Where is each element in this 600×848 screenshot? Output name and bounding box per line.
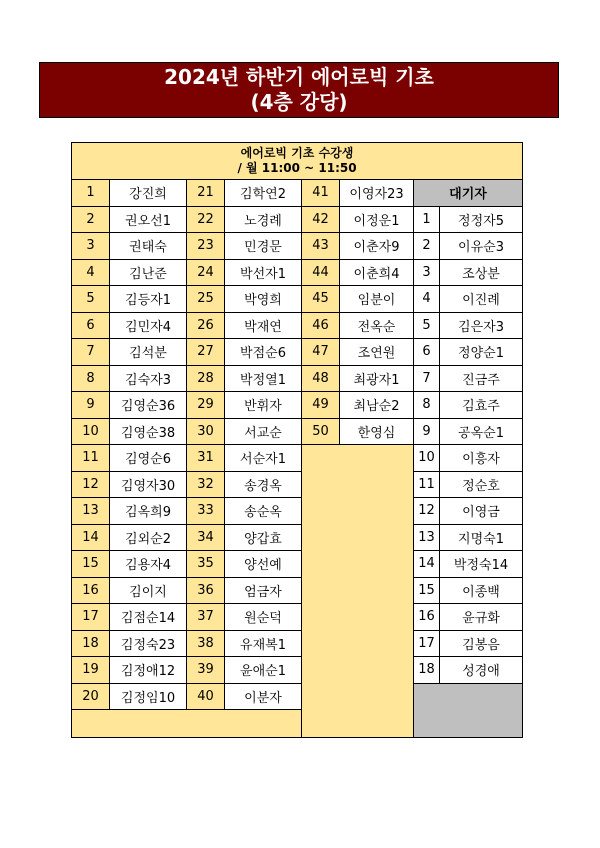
student-name: 이분자 (225, 683, 302, 710)
student-name: 김정임10 (110, 683, 187, 710)
seat-number: 3 (72, 233, 110, 260)
waitlist-name: 진금주 (440, 365, 523, 392)
waitlist-number: 2 (414, 233, 440, 260)
seat-number: 8 (72, 365, 110, 392)
seat-number: 41 (302, 180, 340, 207)
class-header (72, 143, 523, 180)
student-name: 서순자1 (225, 445, 302, 472)
seat-number: 6 (72, 312, 110, 339)
table-row (72, 471, 523, 498)
seat-number: 9 (72, 392, 110, 419)
student-name: 김용자4 (110, 551, 187, 578)
student-name: 민경문 (225, 233, 302, 260)
header-row (72, 143, 523, 180)
waitlist-name: 김효주 (440, 392, 523, 419)
waitlist-number: 14 (414, 551, 440, 578)
student-name: 김영자30 (110, 471, 187, 498)
table-row (72, 206, 523, 233)
student-name: 서교순 (225, 418, 302, 445)
waitlist-number: 13 (414, 524, 440, 551)
waitlist-number: 10 (414, 445, 440, 472)
seat-number: 17 (72, 604, 110, 631)
waitlist-number: 9 (414, 418, 440, 445)
student-name: 박영희 (225, 286, 302, 313)
waitlist-name: 이종백 (440, 577, 523, 604)
seat-number: 39 (187, 657, 225, 684)
student-name: 노경례 (225, 206, 302, 233)
waitlist-number: 4 (414, 286, 440, 313)
student-name: 윤애순1 (225, 657, 302, 684)
waitlist-empty (414, 683, 523, 738)
waitlist-number: 12 (414, 498, 440, 525)
waitlist-name: 이진례 (440, 286, 523, 313)
student-name: 김정숙23 (110, 630, 187, 657)
seat-number: 49 (302, 392, 340, 419)
student-name: 조연원 (340, 339, 414, 366)
class-header-line-2: / 월 11:00 ~ 11:50 (237, 161, 357, 175)
student-name: 이영자23 (340, 180, 414, 207)
table-row (72, 551, 523, 578)
seat-number: 47 (302, 339, 340, 366)
student-name: 반휘자 (225, 392, 302, 419)
waitlist-name: 정양순1 (440, 339, 523, 366)
student-name: 김학연2 (225, 180, 302, 207)
waitlist-name: 이영금 (440, 498, 523, 525)
student-name: 이춘희4 (340, 259, 414, 286)
student-name: 임분이 (340, 286, 414, 313)
student-name: 한영심 (340, 418, 414, 445)
student-name: 김점순14 (110, 604, 187, 631)
student-name: 김난준 (110, 259, 187, 286)
table-row (72, 577, 523, 604)
table-row (72, 683, 523, 710)
seat-number: 23 (187, 233, 225, 260)
seat-number: 5 (72, 286, 110, 313)
waitlist-number: 18 (414, 657, 440, 684)
seat-number: 48 (302, 365, 340, 392)
student-name: 박점순6 (225, 339, 302, 366)
student-name: 이정운1 (340, 206, 414, 233)
seat-number: 14 (72, 524, 110, 551)
student-name: 김영순6 (110, 445, 187, 472)
seat-number: 26 (187, 312, 225, 339)
student-name: 최광자1 (340, 365, 414, 392)
table-row (72, 392, 523, 419)
seat-number: 44 (302, 259, 340, 286)
student-name: 김영순38 (110, 418, 187, 445)
student-name: 송경옥 (225, 471, 302, 498)
seat-number: 33 (187, 498, 225, 525)
seat-number: 13 (72, 498, 110, 525)
seat-number: 18 (72, 630, 110, 657)
waitlist-name: 윤규화 (440, 604, 523, 631)
table-row (72, 339, 523, 366)
seat-number: 45 (302, 286, 340, 313)
seat-number: 12 (72, 471, 110, 498)
student-name: 권오선1 (110, 206, 187, 233)
table-row (72, 604, 523, 631)
waitlist-name: 정순호 (440, 471, 523, 498)
student-name: 김이지 (110, 577, 187, 604)
seat-number: 42 (302, 206, 340, 233)
seat-number: 34 (187, 524, 225, 551)
roster-body (72, 143, 523, 738)
waitlist-header: 대기자 (414, 180, 523, 207)
student-name: 김등자1 (110, 286, 187, 313)
seat-number: 1 (72, 180, 110, 207)
seat-number: 46 (302, 312, 340, 339)
seat-number: 25 (187, 286, 225, 313)
waitlist-name: 김은자3 (440, 312, 523, 339)
title-line-2: (4층 강당) (250, 90, 348, 114)
seat-number: 20 (72, 683, 110, 710)
table-row (72, 365, 523, 392)
seat-number: 40 (187, 683, 225, 710)
seat-number: 36 (187, 577, 225, 604)
empty-block (302, 445, 414, 738)
waitlist-number: 5 (414, 312, 440, 339)
table-row (72, 445, 523, 472)
table-row (72, 312, 523, 339)
student-name: 양선예 (225, 551, 302, 578)
seat-number: 11 (72, 445, 110, 472)
table-row (72, 286, 523, 313)
waitlist-number: 6 (414, 339, 440, 366)
table-row (72, 418, 523, 445)
waitlist-number: 15 (414, 577, 440, 604)
student-name: 박정열1 (225, 365, 302, 392)
seat-number: 2 (72, 206, 110, 233)
title-banner (39, 62, 559, 118)
student-name: 김민자4 (110, 312, 187, 339)
waitlist-name: 박정숙14 (440, 551, 523, 578)
seat-number: 4 (72, 259, 110, 286)
student-name: 김영순36 (110, 392, 187, 419)
student-name: 김숙자3 (110, 365, 187, 392)
filler-cell (72, 710, 302, 738)
student-name: 이춘자9 (340, 233, 414, 260)
student-name: 김정애12 (110, 657, 187, 684)
seat-number: 43 (302, 233, 340, 260)
student-name: 엄금자 (225, 577, 302, 604)
seat-number: 37 (187, 604, 225, 631)
student-name: 김외순2 (110, 524, 187, 551)
waitlist-number: 11 (414, 471, 440, 498)
waitlist-number: 7 (414, 365, 440, 392)
seat-number: 30 (187, 418, 225, 445)
table-row (72, 180, 523, 207)
waitlist-name: 이유순3 (440, 233, 523, 260)
waitlist-number: 8 (414, 392, 440, 419)
student-name: 박재연 (225, 312, 302, 339)
seat-number: 24 (187, 259, 225, 286)
student-name: 유재복1 (225, 630, 302, 657)
table-row (72, 498, 523, 525)
waitlist-name: 조상분 (440, 259, 523, 286)
roster-table (71, 142, 523, 738)
waitlist-number: 1 (414, 206, 440, 233)
seat-number: 7 (72, 339, 110, 366)
student-name: 강진희 (110, 180, 187, 207)
table-row (72, 630, 523, 657)
seat-number: 10 (72, 418, 110, 445)
seat-number: 21 (187, 180, 225, 207)
student-name: 박선자1 (225, 259, 302, 286)
seat-number: 32 (187, 471, 225, 498)
student-name: 김석분 (110, 339, 187, 366)
seat-number: 28 (187, 365, 225, 392)
waitlist-name: 김봉음 (440, 630, 523, 657)
table-row (72, 259, 523, 286)
seat-number: 38 (187, 630, 225, 657)
seat-number: 16 (72, 577, 110, 604)
waitlist-number: 17 (414, 630, 440, 657)
student-name: 송순옥 (225, 498, 302, 525)
waitlist-name: 성경애 (440, 657, 523, 684)
seat-number: 22 (187, 206, 225, 233)
waitlist-number: 3 (414, 259, 440, 286)
seat-number: 19 (72, 657, 110, 684)
student-name: 양갑효 (225, 524, 302, 551)
seat-number: 29 (187, 392, 225, 419)
waitlist-name: 정정자5 (440, 206, 523, 233)
student-name: 원순덕 (225, 604, 302, 631)
waitlist-name: 지명숙1 (440, 524, 523, 551)
waitlist-number: 16 (414, 604, 440, 631)
table-row (72, 657, 523, 684)
student-name: 전옥순 (340, 312, 414, 339)
table-row (72, 524, 523, 551)
class-header-line-1: 에어로빅 기초 수강생 (240, 146, 354, 160)
title-line-1: 2024년 하반기 에어로빅 기초 (164, 65, 434, 89)
table-row (72, 233, 523, 260)
student-name: 권태숙 (110, 233, 187, 260)
seat-number: 35 (187, 551, 225, 578)
seat-number: 50 (302, 418, 340, 445)
seat-number: 31 (187, 445, 225, 472)
waitlist-name: 이흥자 (440, 445, 523, 472)
seat-number: 15 (72, 551, 110, 578)
waitlist-name: 공옥순1 (440, 418, 523, 445)
student-name: 최남순2 (340, 392, 414, 419)
seat-number: 27 (187, 339, 225, 366)
student-name: 김옥희9 (110, 498, 187, 525)
